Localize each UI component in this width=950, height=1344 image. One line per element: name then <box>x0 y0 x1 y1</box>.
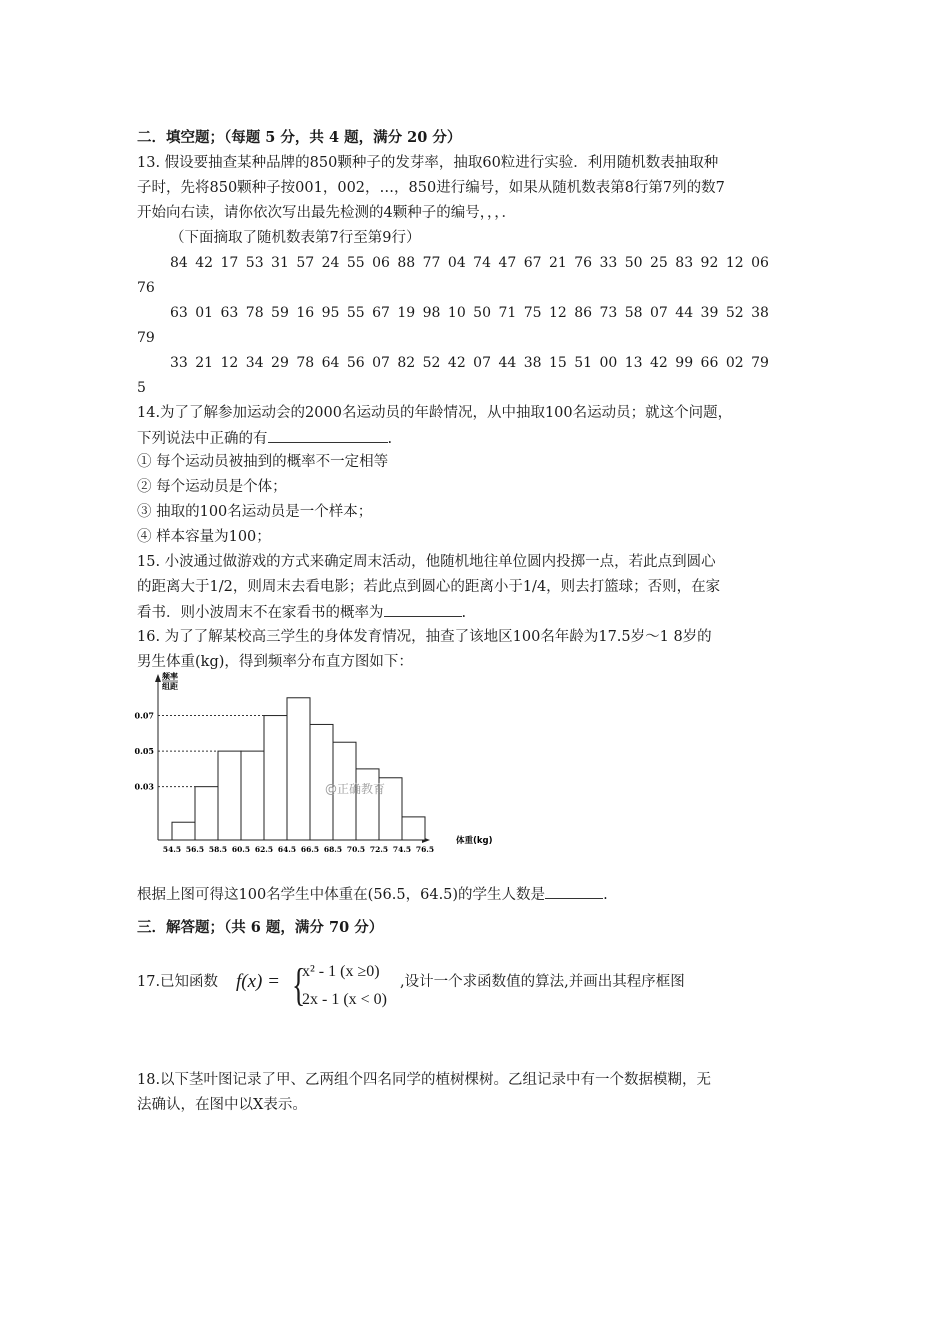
q18-line-1: 18.以下茎叶图记录了甲、乙两组个四名同学的植树棵树。乙组记录中有一个数据模糊，无 <box>137 1072 712 1088</box>
random-row-9-tail: 5 <box>137 380 146 396</box>
piecewise-case-2: 2x - 1 (x < 0) <box>302 991 388 1008</box>
q16-answer-text: 根据上图可得这100名学生中体重在(56.5，64.5)的学生人数是 <box>137 887 546 903</box>
function-name: f(x) = <box>236 971 280 992</box>
q16-line-1: 16. 为了了解某校高三学生的身体发育情况，抽查了该地区100名年龄为17.5岁～1 8岁的 <box>137 629 712 645</box>
q15-line-1: 15. 小波通过做游戏的方式来确定周末活动，他随机地往单位圆内投掷一点，若此点到圆心 <box>137 554 716 570</box>
y-axis-arrow <box>155 674 161 682</box>
x-tick-label: 62.5 <box>254 845 274 854</box>
x-tick-label: 66.5 <box>300 845 320 854</box>
q15-line-3 <box>137 602 466 623</box>
histogram-bar <box>218 751 241 840</box>
q17-prefix: 17.已知函数 <box>137 974 219 990</box>
random-row-8: 63 01 63 78 59 16 95 55 67 19 98 10 50 71 75 12 86 73 58 07 44 39 52 38 <box>170 305 769 321</box>
q14-option-1: ① 每个运动员被抽到的概率不一定相等 <box>137 454 389 470</box>
q14-line-2-end: . <box>387 431 393 447</box>
random-row-7: 84 42 17 53 31 57 24 55 06 88 77 04 74 47 67 21 76 33 50 25 83 92 12 06 <box>170 255 769 271</box>
watermark: @正确教育 <box>325 782 386 796</box>
x-tick-label: 68.5 <box>323 845 343 854</box>
x-tick-label: 74.5 <box>392 845 412 854</box>
section-title: 二．填空题；（每题 5 分，共 4 题，满分 20 分） <box>137 129 462 146</box>
q13-line-3: 开始向右读，请你依次写出最先检测的4颗种子的编号，，，． <box>137 205 516 221</box>
q16-line-2: 男生体重(kg)，得到频率分布直方图如下： <box>137 654 413 670</box>
q17-suffix: ,设计一个求函数值的算法,并画出其程序框图 <box>400 974 685 990</box>
q18-line-2: 法确认，在图中以X表示。 <box>137 1097 307 1113</box>
q14-option-2: ② 每个运动员是个体； <box>137 479 287 495</box>
piecewise-case-1: x² - 1 (x ≥0) <box>302 963 380 980</box>
q14-option-3: ③ 抽取的100名运动员是一个样本； <box>137 504 373 520</box>
x-tick-label: 76.5 <box>415 845 435 854</box>
x-tick-label: 64.5 <box>277 845 297 854</box>
q15-line-2: 的距离大于1/2，则周末去看电影；若此点到圆心的距离小于1/4，则去打篮球；否则，在家 <box>137 579 721 595</box>
q14-line-2-text: 下列说法中正确的有 <box>137 431 268 447</box>
y-axis-label-bottom: 组距 <box>162 682 178 691</box>
q15-line-3-end: . <box>461 605 467 621</box>
histogram-bar <box>356 769 379 840</box>
q15-line-3-text: 看书．则小波周末不在家看书的概率为 <box>137 605 384 621</box>
histogram-bar <box>402 817 425 840</box>
q16-answer-end: . <box>603 887 608 903</box>
answer-blank <box>545 884 603 899</box>
x-tick-label: 56.5 <box>185 845 205 854</box>
q14-line-2 <box>137 428 392 449</box>
random-table-caption: （下面摘取了随机数表第7行至第9行） <box>170 230 421 246</box>
x-tick-label: 54.5 <box>162 845 182 854</box>
answer-blank <box>268 428 388 443</box>
y-axis-label-top: 频率 <box>162 672 178 681</box>
histogram-bar <box>172 822 195 840</box>
x-tick-label: 72.5 <box>369 845 389 854</box>
histogram-bar <box>241 751 264 840</box>
x-axis-label: 体重(kg) <box>456 836 493 846</box>
y-tick-label: 0.03 <box>134 781 154 792</box>
q14-line-1: 14.为了了解参加运动会的2000名运动员的年龄情况，从中抽取100名运动员；就这个问题， <box>137 405 733 421</box>
y-tick-label: 0.05 <box>134 746 154 757</box>
histogram-bar <box>195 787 218 840</box>
histogram-bar <box>264 716 287 840</box>
random-row-9: 33 21 12 34 29 78 64 56 07 82 52 42 07 44 38 15 51 00 13 42 99 66 02 79 <box>170 355 769 371</box>
random-row-8-tail: 79 <box>137 330 155 346</box>
x-tick-label: 70.5 <box>346 845 366 854</box>
frequency-histogram <box>130 668 510 860</box>
section-title: 三．解答题；（共 6 题，满分 70 分） <box>137 919 384 936</box>
piecewise-brace: { <box>292 959 306 1010</box>
random-row-7-tail: 76 <box>137 280 155 296</box>
q16-answer-line <box>137 884 608 905</box>
answer-blank <box>384 602 462 617</box>
q14-option-4: ④ 样本容量为100； <box>137 529 271 545</box>
q13-line-2: 子时，先将850颗种子按001，002，…，850进行编号，如果从随机数表第8行第7列的数7 <box>137 180 725 196</box>
q13-line-1: 13. 假设要抽查某种品牌的850颗种子的发芽率，抽取60粒进行实验．利用随机数表抽取种 <box>137 155 719 171</box>
histogram-bar <box>287 698 310 840</box>
x-tick-label: 58.5 <box>208 845 228 854</box>
y-tick-label: 0.07 <box>134 710 154 721</box>
x-tick-label: 60.5 <box>231 845 251 854</box>
